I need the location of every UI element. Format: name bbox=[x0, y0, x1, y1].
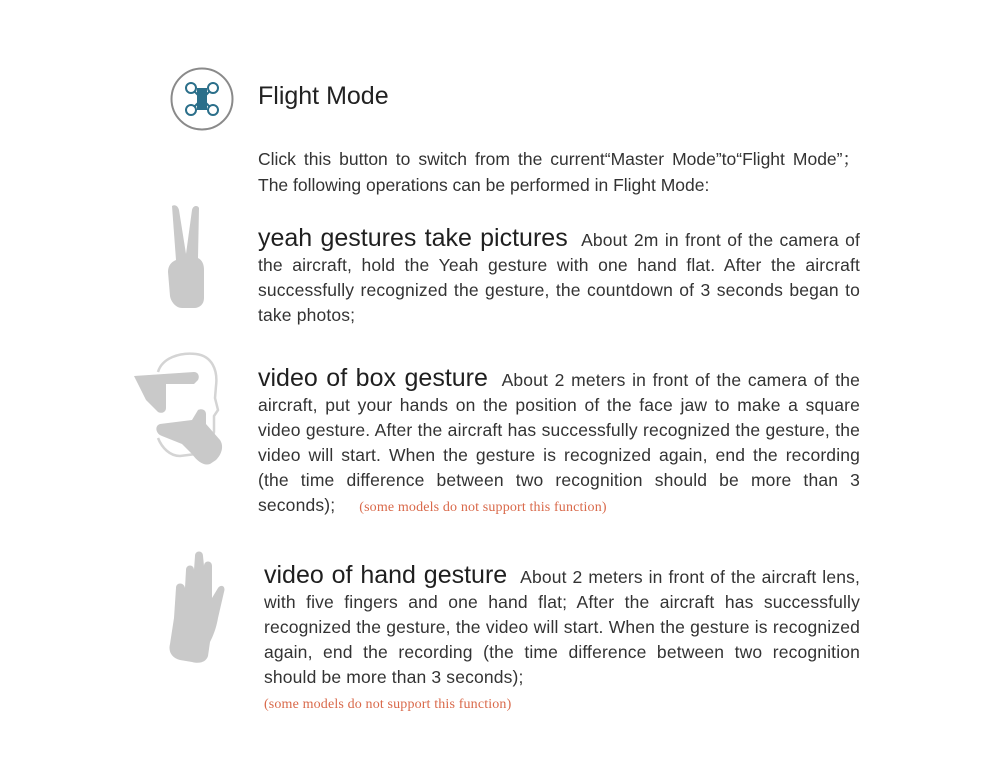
drone-icon bbox=[170, 67, 234, 131]
gesture-section-hand bbox=[264, 563, 860, 717]
gesture-section-yeah bbox=[258, 226, 860, 328]
gesture-description: About 2 meters in front of the aircraft lens, with five fingers and one hand flat; After the aircraft has successfully recognized the gesture, the video will start. When the gesture is recognized again, end the recording (the time difference between two recognition should be more than 3 seconds); bbox=[264, 567, 860, 687]
peace-hand-icon bbox=[162, 202, 212, 310]
flight-mode-title: Flight Mode bbox=[258, 82, 389, 110]
open-palm-icon bbox=[166, 548, 226, 666]
gesture-description: About 2m in front of the camera of the aircraft, hold the Yeah gesture with one hand flat. After the aircraft successfully recognized the gesture, the countdown of 3 seconds began to take photos; bbox=[258, 230, 861, 325]
gesture-heading: video of box gesture bbox=[258, 364, 488, 392]
support-note: (some models do not support this function) bbox=[264, 697, 512, 712]
gesture-heading: video of hand gesture bbox=[264, 561, 508, 589]
box-frame-hand-icon bbox=[132, 350, 224, 468]
gesture-heading: yeah gestures take pictures bbox=[258, 224, 568, 252]
flight-mode-description: Click this button to switch from the current“Master Mode”to“Flight Mode”；The following operations can be performed in Flight Mode: bbox=[258, 149, 860, 195]
flight-mode-button[interactable] bbox=[170, 67, 234, 131]
gesture-description: About 2 meters in front of the camera of the aircraft, put your hands on the position of the face jaw to make a square video gesture. After the aircraft has successfully recognized the gesture, the video will start. When the gesture is recognized again, end the recording (the time difference between two recognition should be more than 3 seconds); bbox=[258, 370, 860, 515]
support-note: (some models do not support this function) bbox=[359, 500, 607, 515]
gesture-section-box bbox=[258, 366, 860, 520]
